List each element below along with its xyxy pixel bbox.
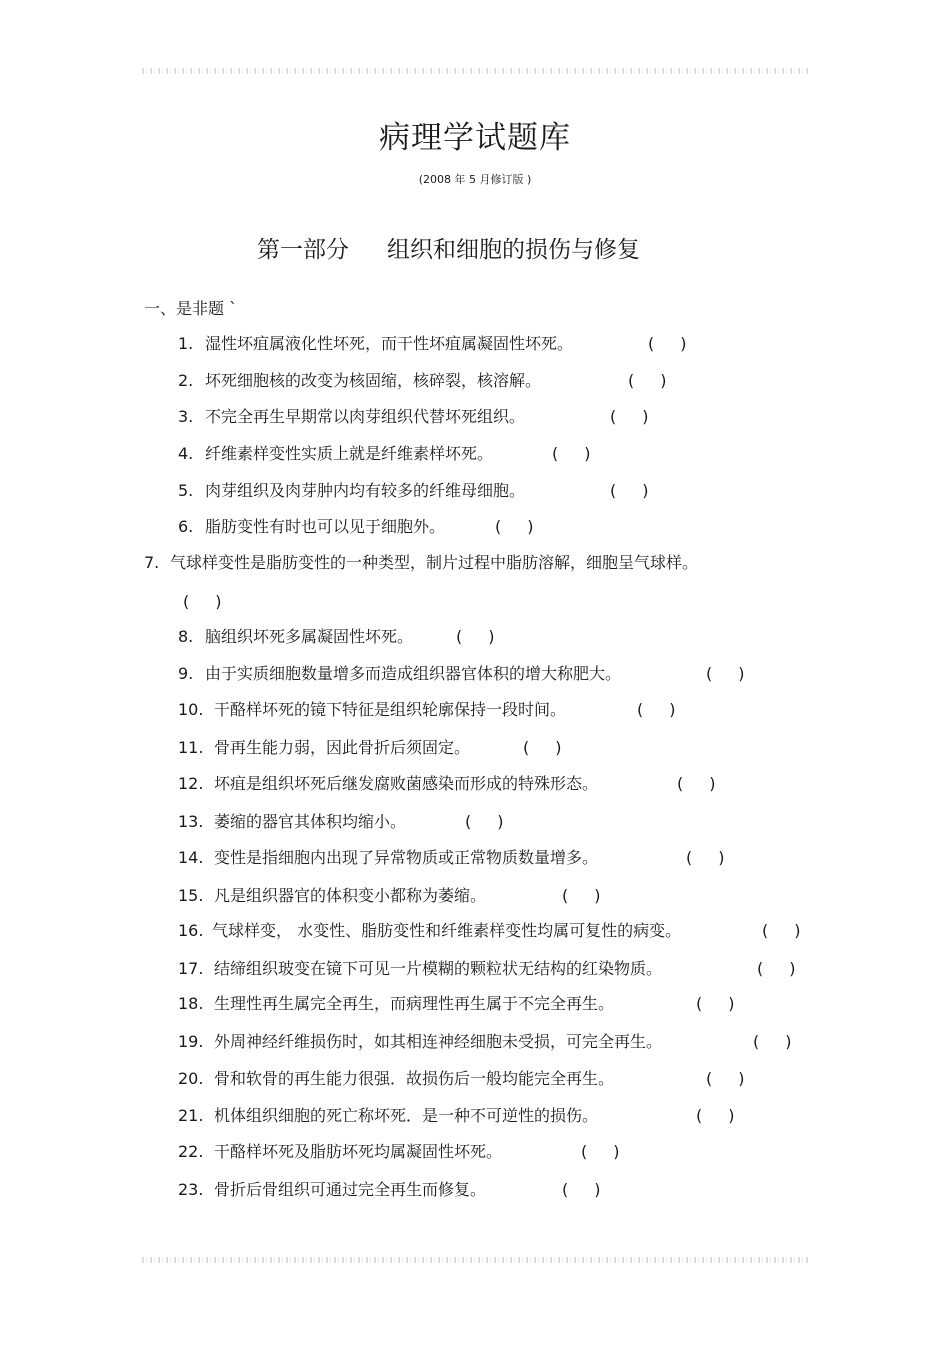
answer-blank-open: ( — [762, 921, 769, 940]
page-title: 病理学试题库 — [379, 120, 571, 156]
answer-blank-close: ) — [680, 334, 687, 353]
answer-blank-close: ) — [669, 700, 676, 719]
answer-blank-close: ) — [642, 407, 649, 426]
question-text: 坏死细胞核的改变为核固缩，核碎裂，核溶解。 — [205, 371, 542, 390]
answer-blank-open: ( — [677, 774, 684, 793]
answer-blank[interactable] — [465, 811, 504, 833]
answer-blank-close: ) — [738, 1069, 745, 1088]
question-number: 18. — [178, 994, 204, 1013]
answer-blank[interactable] — [762, 920, 801, 942]
answer-blank-open: ( — [562, 886, 569, 905]
question-text: 结缔组织玻变在镜下可见一片模糊的颗粒状无结构的红染物质。 — [214, 959, 663, 978]
question-number: 21. — [178, 1106, 204, 1125]
answer-blank-open: ( — [562, 1180, 569, 1199]
answer-blank[interactable] — [523, 737, 562, 759]
footer-scan-noise — [142, 1257, 808, 1263]
answer-blank-open: ( — [552, 444, 559, 463]
part-label: 第一部分 — [257, 237, 349, 263]
question-number: 13. — [178, 812, 204, 831]
answer-blank[interactable] — [637, 699, 676, 721]
answer-blank-open: ( — [581, 1142, 588, 1161]
answer-blank-open: ( — [610, 481, 617, 500]
question-item — [178, 811, 406, 833]
question-number: 19. — [178, 1032, 204, 1051]
question-number: 14. — [178, 848, 204, 867]
answer-blank-open: ( — [495, 517, 502, 536]
question-number: 9. — [178, 664, 194, 683]
answer-blank-open: ( — [696, 1106, 703, 1125]
answer-blank-open: ( — [706, 664, 713, 683]
question-number: 11. — [178, 738, 204, 757]
answer-blank[interactable] — [706, 1068, 745, 1090]
question-number: 20. — [178, 1069, 204, 1088]
answer-blank[interactable] — [456, 626, 495, 648]
question-text: 干酪样坏死及脂肪坏死均属凝固性坏死。 — [214, 1142, 503, 1161]
answer-blank-close: ) — [215, 592, 222, 611]
answer-blank[interactable] — [648, 333, 687, 355]
question-text: 气球样变， 水变性、脂肪变性和纤维素样变性均属可复性的病变。 — [212, 921, 682, 940]
question-item — [178, 847, 598, 869]
answer-blank-open: ( — [757, 959, 764, 978]
answer-blank-close: ) — [709, 774, 716, 793]
question-number: 23. — [178, 1180, 204, 1199]
answer-blank[interactable] — [757, 958, 796, 980]
question-number: 6. — [178, 517, 194, 536]
question-text: 由于实质细胞数量增多而造成组织器官体积的增大称肥大。 — [205, 664, 622, 683]
answer-blank[interactable] — [495, 516, 534, 538]
answer-blank-close: ) — [642, 481, 649, 500]
answer-blank-close: ) — [488, 627, 495, 646]
question-text: 骨再生能力弱，因此骨折后须固定。 — [214, 738, 471, 757]
question-number: 2. — [178, 371, 194, 390]
answer-blank[interactable] — [581, 1141, 620, 1163]
answer-blank[interactable] — [562, 1179, 601, 1201]
question-text: 肉芽组织及肉芽肿内均有较多的纤维母细胞。 — [205, 481, 526, 500]
answer-blank-open: ( — [610, 407, 617, 426]
answer-blank[interactable] — [753, 1031, 792, 1053]
answer-blank[interactable] — [562, 885, 601, 907]
question-number: 4. — [178, 444, 194, 463]
answer-blank-close: ) — [613, 1142, 620, 1161]
answer-blank[interactable] — [696, 993, 735, 1015]
answer-blank-open: ( — [648, 334, 655, 353]
question-text: 骨和软骨的再生能力很强．故损伤后一般均能完全再生。 — [214, 1069, 615, 1088]
answer-blank-close: ) — [527, 517, 534, 536]
question-item — [178, 626, 413, 648]
question-item — [178, 958, 662, 980]
question-item — [178, 1105, 598, 1127]
question-text: 气球样变性是脂肪变性的一种类型，制片过程中脂肪溶解，细胞呈气球样。 — [170, 553, 699, 572]
question-item — [178, 699, 566, 721]
answer-blank-open: ( — [696, 994, 703, 1013]
answer-blank[interactable] — [686, 847, 725, 869]
question-text: 生理性再生属完全再生，而病理性再生属于不完全再生。 — [214, 994, 615, 1013]
answer-blank-open: ( — [706, 1069, 713, 1088]
answer-blank-close: ) — [728, 1106, 735, 1125]
question-number: 10. — [178, 700, 204, 719]
question-number: 15. — [178, 886, 204, 905]
question-item — [178, 920, 681, 942]
question-item — [178, 370, 541, 392]
question-number: 8. — [178, 627, 194, 646]
question-number: 17. — [178, 959, 204, 978]
question-text: 湿性坏疽属液化性坏死，而干性坏疽属凝固性坏死。 — [205, 334, 574, 353]
answer-blank-close: ) — [789, 959, 796, 978]
answer-blank-close: ) — [594, 1180, 601, 1199]
answer-blank-close: ) — [718, 848, 725, 867]
question-text: 纤维素样变性实质上就是纤维素样坏死。 — [205, 444, 494, 463]
question-number: 22. — [178, 1142, 204, 1161]
question-item — [144, 552, 698, 574]
question-text: 脑组织坏死多属凝固性坏死。 — [205, 627, 414, 646]
question-text: 机体组织细胞的死亡称坏死．是一种不可逆性的损伤。 — [214, 1106, 599, 1125]
question-item — [178, 885, 486, 907]
question-number: 3. — [178, 407, 194, 426]
answer-blank-close: ) — [594, 886, 601, 905]
answer-blank[interactable] — [183, 591, 222, 613]
answer-blank-open: ( — [753, 1032, 760, 1051]
answer-blank-close: ) — [738, 664, 745, 683]
question-number: 12. — [178, 774, 204, 793]
question-text: 不完全再生早期常以肉芽组织代替坏死组织。 — [205, 407, 526, 426]
answer-blank-open: ( — [456, 627, 463, 646]
question-number: 16. — [178, 921, 204, 940]
question-item — [178, 406, 525, 428]
question-item — [178, 1179, 486, 1201]
answer-blank[interactable] — [696, 1105, 735, 1127]
question-item — [178, 480, 525, 502]
answer-blank-close: ) — [794, 921, 801, 940]
answer-blank-close: ) — [785, 1032, 792, 1051]
answer-blank[interactable] — [552, 443, 591, 465]
question-number: 5. — [178, 481, 194, 500]
question-item — [178, 516, 445, 538]
question-text: 坏疽是组织坏死后继发腐败菌感染而形成的特殊形态。 — [214, 774, 599, 793]
answer-blank-close: ) — [555, 738, 562, 757]
question-text: 干酪样坏死的镜下特征是组织轮廓保持一段时间。 — [214, 700, 567, 719]
question-item — [178, 1068, 614, 1090]
header-scan-noise — [142, 68, 808, 74]
question-item — [178, 1141, 502, 1163]
question-item — [178, 1031, 662, 1053]
part-name: 组织和细胞的损伤与修复 — [387, 237, 640, 263]
answer-blank[interactable] — [706, 663, 745, 685]
question-number: 7. — [144, 553, 160, 572]
question-text: 萎缩的器官其体积均缩小。 — [214, 812, 407, 831]
answer-blank[interactable] — [610, 480, 649, 502]
question-text: 骨折后骨组织可通过完全再生而修复。 — [214, 1180, 487, 1199]
section-heading: 一、是非题 ` — [144, 299, 238, 318]
answer-blank[interactable] — [677, 773, 716, 795]
answer-blank[interactable] — [628, 370, 667, 392]
question-item — [178, 443, 493, 465]
question-item — [178, 663, 621, 685]
question-item — [178, 773, 598, 795]
question-text: 脂肪变性有时也可以见于细胞外。 — [205, 517, 446, 536]
answer-blank-open: ( — [183, 592, 190, 611]
answer-blank-open: ( — [686, 848, 693, 867]
answer-blank-close: ) — [660, 371, 667, 390]
question-item — [178, 737, 470, 759]
question-text: 变性是指细胞内出现了异常物质或正常物质数量增多。 — [214, 848, 599, 867]
answer-blank-open: ( — [465, 812, 472, 831]
question-number: 1. — [178, 334, 194, 353]
answer-blank-open: ( — [637, 700, 644, 719]
answer-blank-open: ( — [523, 738, 530, 757]
part-title — [257, 231, 640, 264]
question-item — [178, 333, 573, 355]
question-item — [178, 993, 614, 1015]
answer-blank-close: ) — [728, 994, 735, 1013]
revision-subtitle: (2008 年 5 月修订版 ) — [418, 173, 532, 186]
answer-blank-close: ) — [584, 444, 591, 463]
question-text: 外周神经纤维损伤时，如其相连神经细胞未受损，可完全再生。 — [214, 1032, 663, 1051]
answer-blank[interactable] — [610, 406, 649, 428]
answer-blank-close: ) — [497, 812, 504, 831]
answer-blank-open: ( — [628, 371, 635, 390]
question-text: 凡是组织器官的体积变小都称为萎缩。 — [214, 886, 487, 905]
